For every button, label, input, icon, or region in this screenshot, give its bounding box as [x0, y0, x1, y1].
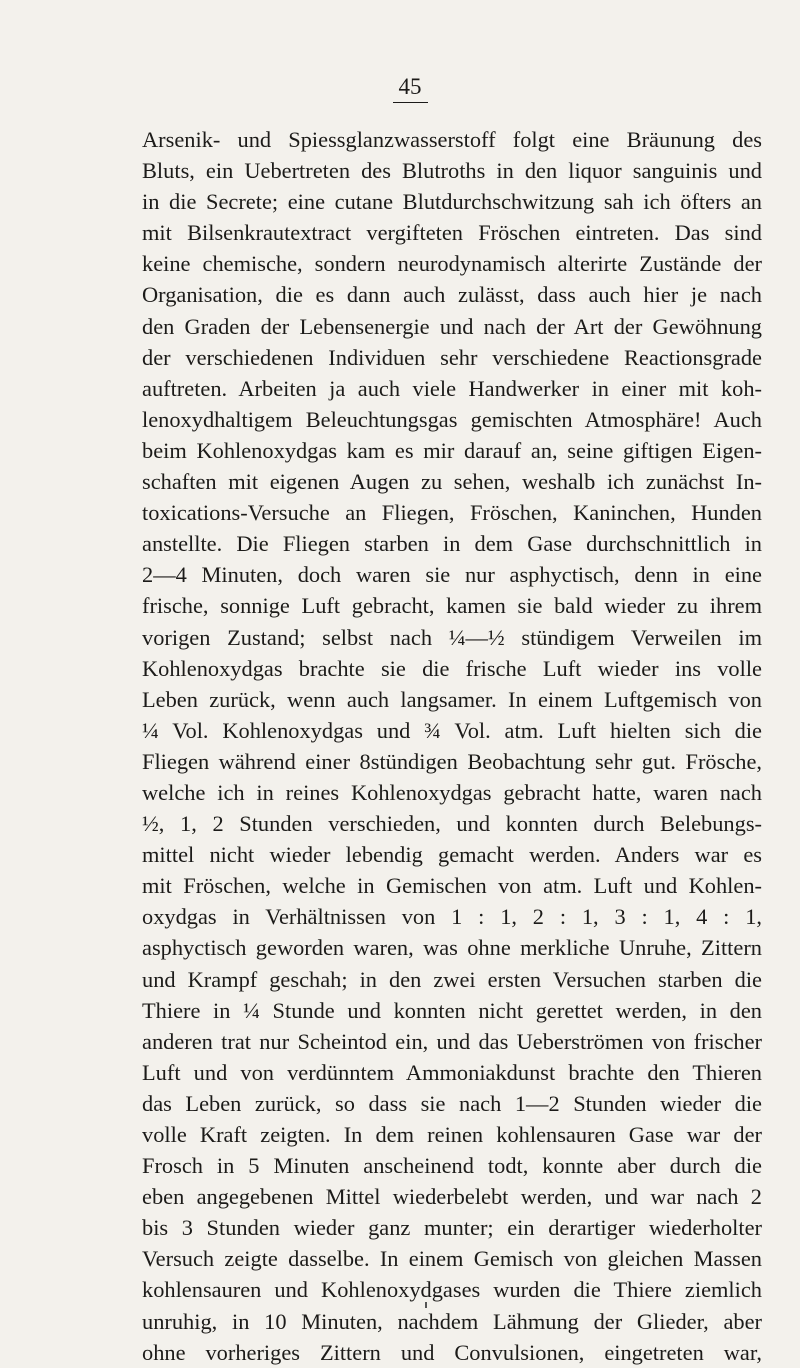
text-line: eben angegebenen Mittel wiederbelebt werden, und war nach 2 [142, 1184, 762, 1210]
text-line: frische, sonnige Luft gebracht, kamen sie bald wieder zu ihrem [142, 593, 762, 619]
text-line: anderen trat nur Scheintod ein, und das Ueberströmen von frischer [142, 1028, 762, 1054]
text-line: Versuch zeigte dasselbe. In einem Gemisch von gleichen Massen [142, 1246, 762, 1272]
text-line: Frosch in 5 Minuten anscheinend todt, konnte aber durch die [142, 1153, 762, 1179]
text-line: schaften mit eigenen Augen zu sehen, weshalb ich zunächst In- [142, 469, 762, 495]
text-line: anstellte. Die Fliegen starben in dem Gase durchschnittlich in [142, 531, 762, 557]
text-line: ¼ Vol. Kohlenoxydgas und ¾ Vol. atm. Luft hielten sich die [142, 717, 762, 743]
text-line: Kohlenoxydgas brachte sie die frische Luft wieder ins volle [142, 655, 762, 681]
text-line: bis 3 Stunden wieder ganz munter; ein derartiger wiederholter [142, 1215, 762, 1241]
text-line: auftreten. Arbeiten ja auch viele Handwerker in einer mit koh- [142, 375, 762, 401]
text-line: toxications-Versuche an Fliegen, Fröschen, Kaninchen, Hunden [142, 500, 762, 526]
text-line: kohlensauren und Kohlenoxydgases wurden die Thiere ziemlich [142, 1277, 762, 1303]
text-line: mittel nicht wieder lebendig gemacht werden. Anders war es [142, 842, 762, 868]
text-line: oxydgas in Verhältnissen von 1 : 1, 2 : 1, 3 : 1, 4 : 1, [142, 904, 762, 930]
text-line: ohne vorheriges Zittern und Convulsionen, eingetreten war, [142, 1339, 762, 1365]
print-speck [425, 1302, 427, 1308]
text-line: Arsenik- und Spiessglanzwasserstoff folgt eine Bräunung des [142, 127, 762, 152]
text-line: den Graden der Lebensenergie und nach der Art der Gewöhnung [142, 313, 762, 339]
body-text [142, 124, 762, 1368]
text-line: unruhig, in 10 Minuten, nachdem Lähmung der Glieder, aber [142, 1308, 762, 1334]
text-line: volle Kraft zeigten. In dem reinen kohlensauren Gase war der [142, 1122, 762, 1147]
text-line: Organisation, die es dann auch zulässt, dass auch hier je nach [142, 282, 762, 308]
text-line: Leben zurück, wenn auch langsamer. In einem Luftgemisch von [142, 686, 762, 712]
text-line: lenoxydhaltigem Beleuchtungsgas gemischten Atmosphäre! Auch [142, 406, 762, 432]
page-number [0, 74, 800, 103]
text-line: Thiere in ¼ Stunde und konnten nicht gerettet werden, in den [142, 997, 762, 1023]
text-line: das Leben zurück, so dass sie nach 1—2 Stunden wieder die [142, 1090, 762, 1116]
text-line: und Krampf geschah; in den zwei ersten Versuchen starben die [142, 966, 762, 992]
text-line: beim Kohlenoxydgas kam es mir darauf an, seine giftigen Eigen- [142, 437, 762, 463]
text-line: keine chemische, sondern neurodynamisch alterirte Zustände der [142, 251, 762, 277]
text-line: asphyctisch geworden waren, was ohne merkliche Unruhe, Zittern [142, 935, 762, 961]
text-line: Fliegen während einer 8stündigen Beobachtung sehr gut. Frösche, [142, 748, 762, 774]
text-line: welche ich in reines Kohlenoxydgas gebracht hatte, waren nach [142, 779, 762, 805]
text-line: 2—4 Minuten, doch waren sie nur asphyctisch, denn in eine [142, 562, 762, 588]
text-line: Luft und von verdünntem Ammoniakdunst brachte den Thieren [142, 1059, 762, 1085]
text-line: mit Bilsenkrautextract vergifteten Fröschen eintreten. Das sind [142, 220, 762, 246]
text-line: Bluts, ein Uebertreten des Blutroths in den liquor sanguinis und [142, 158, 762, 184]
text-line: vorigen Zustand; selbst nach ¼—½ stündigem Verweilen im [142, 624, 762, 650]
text-line: mit Fröschen, welche in Gemischen von atm. Luft und Kohlen- [142, 873, 762, 899]
page-number-text: 45 [393, 74, 428, 103]
text-line: in die Secrete; eine cutane Blutdurchschwitzung sah ich öfters an [142, 189, 762, 215]
text-line: ½, 1, 2 Stunden verschieden, und konnten durch Belebungs- [142, 811, 762, 837]
text-line: der verschiedenen Individuen sehr verschiedene Reactionsgrade [142, 344, 762, 370]
